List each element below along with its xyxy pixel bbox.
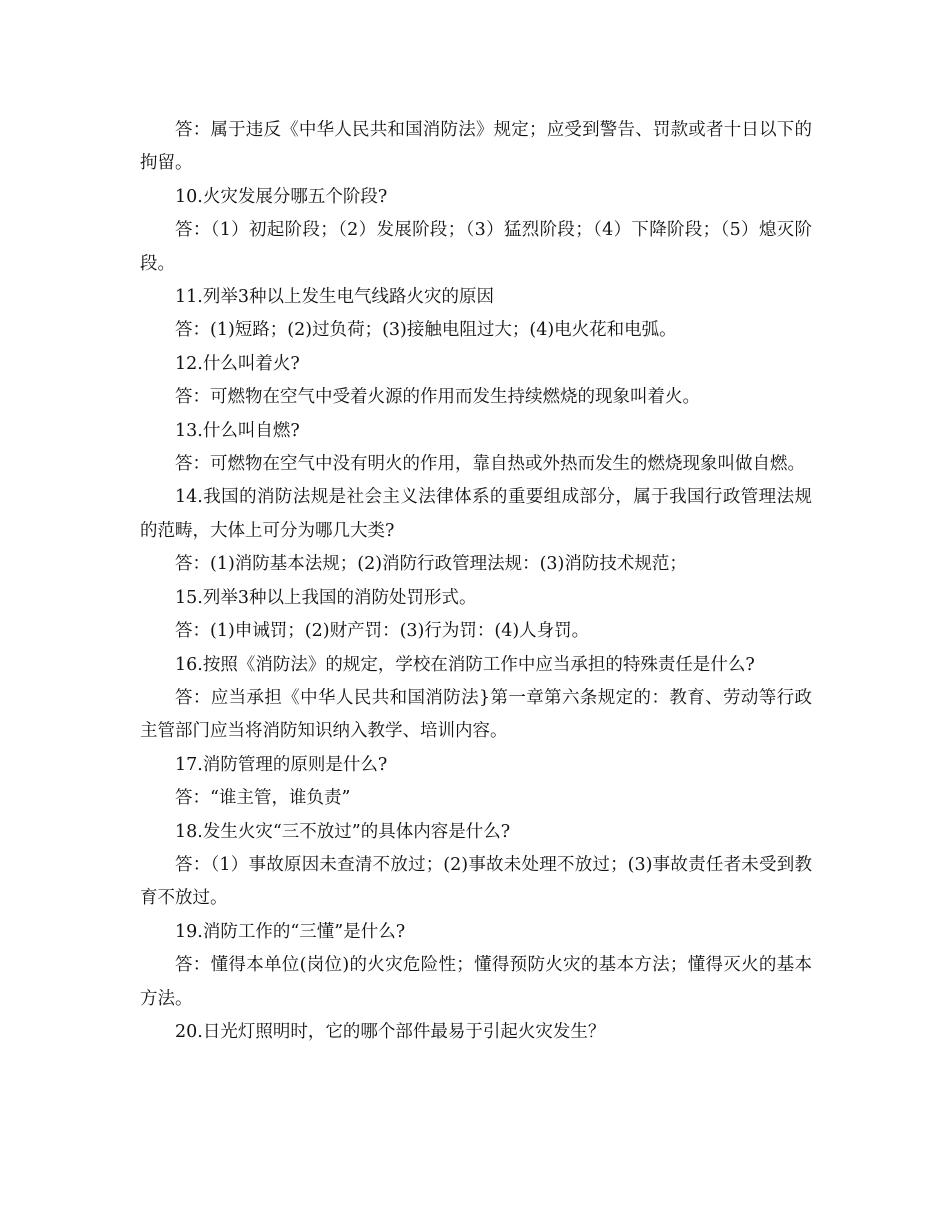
answer-paragraph: 答：可燃物在空气中受着火源的作用而发生持续燃烧的现象叫着火。: [175, 387, 700, 408]
answer-paragraph: 答：(1)消防基本法规；(2)消防行政管理法规：(3)消防技术规范；: [175, 554, 687, 575]
answer-paragraph: 答：“谁主管，谁负责”: [175, 788, 351, 809]
answer-paragraph: 答：应当承担《中华人民共和国消防法}第一章第六条规定的：教育、劳动等行政主管部门应当将消防知识纳入教学、培训内容。: [140, 687, 812, 742]
question-paragraph: 12.什么叫着火?: [175, 353, 300, 374]
question-paragraph: 10.火灾发展分哪五个阶段?: [175, 186, 388, 207]
answer-paragraph: 答：(1)短路；(2)过负荷；(3)接触电阻过大；(4)电火花和电弧。: [175, 320, 677, 341]
answer-paragraph: 答：(1)申诫罚；(2)财产罚：(3)行为罚：(4)人身罚。: [175, 621, 590, 642]
question-paragraph: 11.列举3种以上发生电气线路火灾的原因: [175, 287, 494, 308]
document-body: [140, 114, 812, 1049]
answer-paragraph: 答：属于违反《中华人民共和国消防法》规定；应受到警告、罚款或者十日以下的拘留。: [140, 120, 812, 174]
question-paragraph: 18.发生火灾“三不放过”的具体内容是什么?: [175, 821, 511, 842]
question-paragraph: 20.日光灯照明时，它的哪个部件最易于引起火灾发生？: [175, 1021, 606, 1042]
answer-paragraph: 答：（1）初起阶段；（2）发展阶段；（3）猛烈阶段；（4）下降阶段；（5）熄灭阶段。: [140, 220, 812, 274]
question-paragraph: 17.消防管理的原则是什么?: [175, 754, 388, 775]
question-paragraph: 19.消防工作的“三懂”是什么?: [175, 921, 406, 942]
question-paragraph: 13.什么叫自燃?: [175, 420, 300, 441]
question-paragraph: 16.按照《消防法》的规定，学校在消防工作中应当承担的特殊责任是什么?: [175, 654, 755, 675]
question-paragraph: 14.我国的消防法规是社会主义法律体系的重要组成部分，属于我国行政管理法规的范畴，大体上可分为哪几大类?: [140, 487, 812, 541]
answer-paragraph: 答：懂得本单位(岗位)的火灾危险性；懂得预防火灾的基本方法；懂得灭火的基本方法。: [140, 955, 812, 1009]
answer-paragraph: 答：（1）事故原因未查清不放过；(2)事故未处理不放过；(3)事故责任者未受到教育不放过。: [140, 854, 812, 909]
answer-paragraph: 答：可燃物在空气中没有明火的作用，靠自热或外热而发生的燃烧现象叫做自燃。: [175, 454, 805, 475]
question-paragraph: 15.列举3种以上我国的消防处罚形式。: [175, 587, 477, 608]
